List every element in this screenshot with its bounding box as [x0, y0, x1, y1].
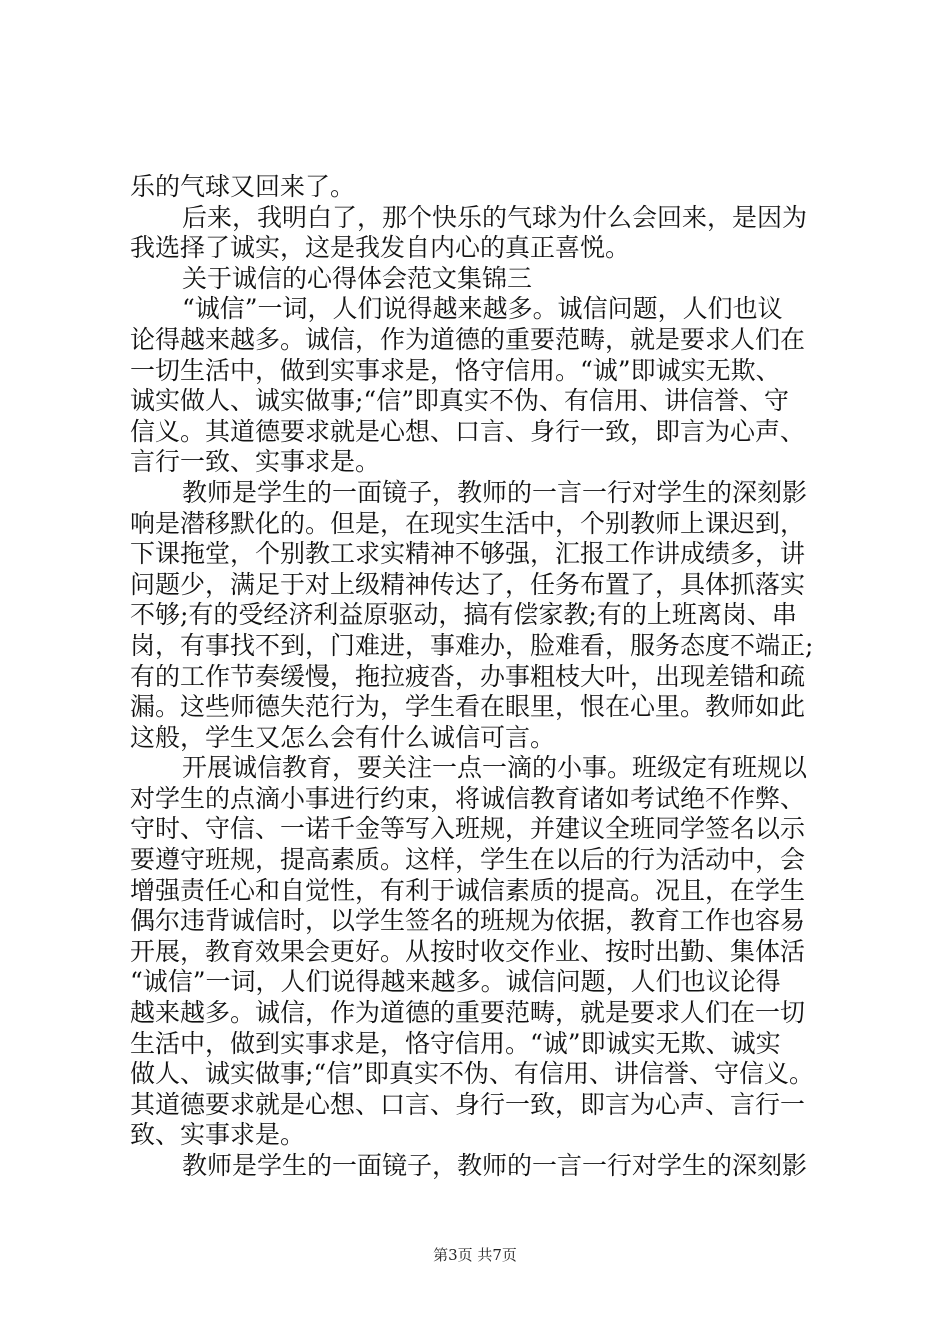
text-line: 要遵守班规，提高素质。这样，学生在以后的行为活动中，会: [130, 845, 806, 875]
text-line: 不够;有的受经济利益原驱动，搞有偿家教;有的上班离岗、串: [130, 600, 797, 630]
text-line: 对学生的点滴小事进行约束，将诚信教育诸如考试绝不作弊、: [130, 783, 806, 813]
text-line: 开展，教育效果会更好。从按时收交作业、按时出勤、集体活: [130, 936, 806, 966]
text-line: 做人、诚实做事;“信”即真实不伪、有信用、讲信誉、守信义。: [130, 1059, 814, 1089]
text-line: 问题少，满足于对上级精神传达了，任务布置了，具体抓落实: [130, 569, 806, 599]
text-line: 增强责任心和自觉性，有利于诚信素质的提高。况且，在学生: [130, 875, 806, 905]
text-line: “诚信”一词，人们说得越来越多。诚信问题，人们也议论得: [130, 967, 781, 997]
text-line: 论得越来越多。诚信，作为道德的重要范畴，就是要求人们在: [130, 324, 806, 354]
text-line: 教师是学生的一面镜子，教师的一言一行对学生的深刻影: [182, 1151, 808, 1180]
text-line: 响是潜移默化的。但是，在现实生活中，个别教师上课迟到，: [130, 508, 806, 538]
text-line: 偶尔违背诚信时，以学生签名的班规为依据，教育工作也容易: [130, 906, 806, 936]
text-line: 后来，我明白了，那个快乐的气球为什么会回来，是因为: [182, 202, 808, 232]
text-line: 越来越多。诚信，作为道德的重要范畴，就是要求人们在一切: [130, 998, 806, 1028]
text-line: 信义。其道德要求就是心想、口言、身行一致，即言为心声、: [130, 416, 806, 446]
text-line: 教师是学生的一面镜子，教师的一言一行对学生的深刻影: [182, 477, 808, 507]
text-line: 关于诚信的心得体会范文集锦三: [182, 263, 533, 293]
text-line: 致、实事求是。: [130, 1120, 306, 1150]
document-body: [130, 172, 830, 1182]
text-line: 我选择了诚实，这是我发自内心的真正喜悦。: [130, 233, 631, 263]
text-line: 一切生活中，做到实事求是，恪守信用。“诚”即诚实无欺、: [130, 355, 781, 385]
text-line: 诚实做人、诚实做事;“信”即真实不伪、有信用、讲信誉、守: [130, 386, 789, 416]
text-line: 生活中，做到实事求是，恪守信用。“诚”即诚实无欺、诚实: [130, 1028, 781, 1058]
text-line: 开展诚信教育，要关注一点一滴的小事。班级定有班规以: [182, 753, 808, 783]
text-line: 言行一致、实事求是。: [130, 447, 381, 477]
text-line: 这般，学生又怎么会有什么诚信可言。: [130, 722, 556, 752]
text-line: 乐的气球又回来了。: [130, 172, 356, 201]
text-line: 其道德要求就是心想、口言、身行一致，即言为心声、言行一: [130, 1089, 806, 1119]
text-line: 有的工作节奏缓慢，拖拉疲沓，办事粗枝大叶，出现差错和疏: [130, 661, 806, 691]
page-footer: 第3页 共7页: [433, 1246, 517, 1264]
text-line: 下课拖堂，个别教工求实精神不够强，汇报工作讲成绩多，讲: [130, 539, 806, 569]
text-line: 守时、守信、一诺千金等写入班规，并建议全班同学签名以示: [130, 814, 806, 844]
text-line: 岗，有事找不到，门难进，事难办，脸难看，服务态度不端正;: [130, 630, 814, 660]
text-line: 漏。这些师德失范行为，学生看在眼里，恨在心里。教师如此: [130, 692, 806, 722]
text-line: “诚信”一词，人们说得越来越多。诚信问题，人们也议: [182, 294, 783, 324]
